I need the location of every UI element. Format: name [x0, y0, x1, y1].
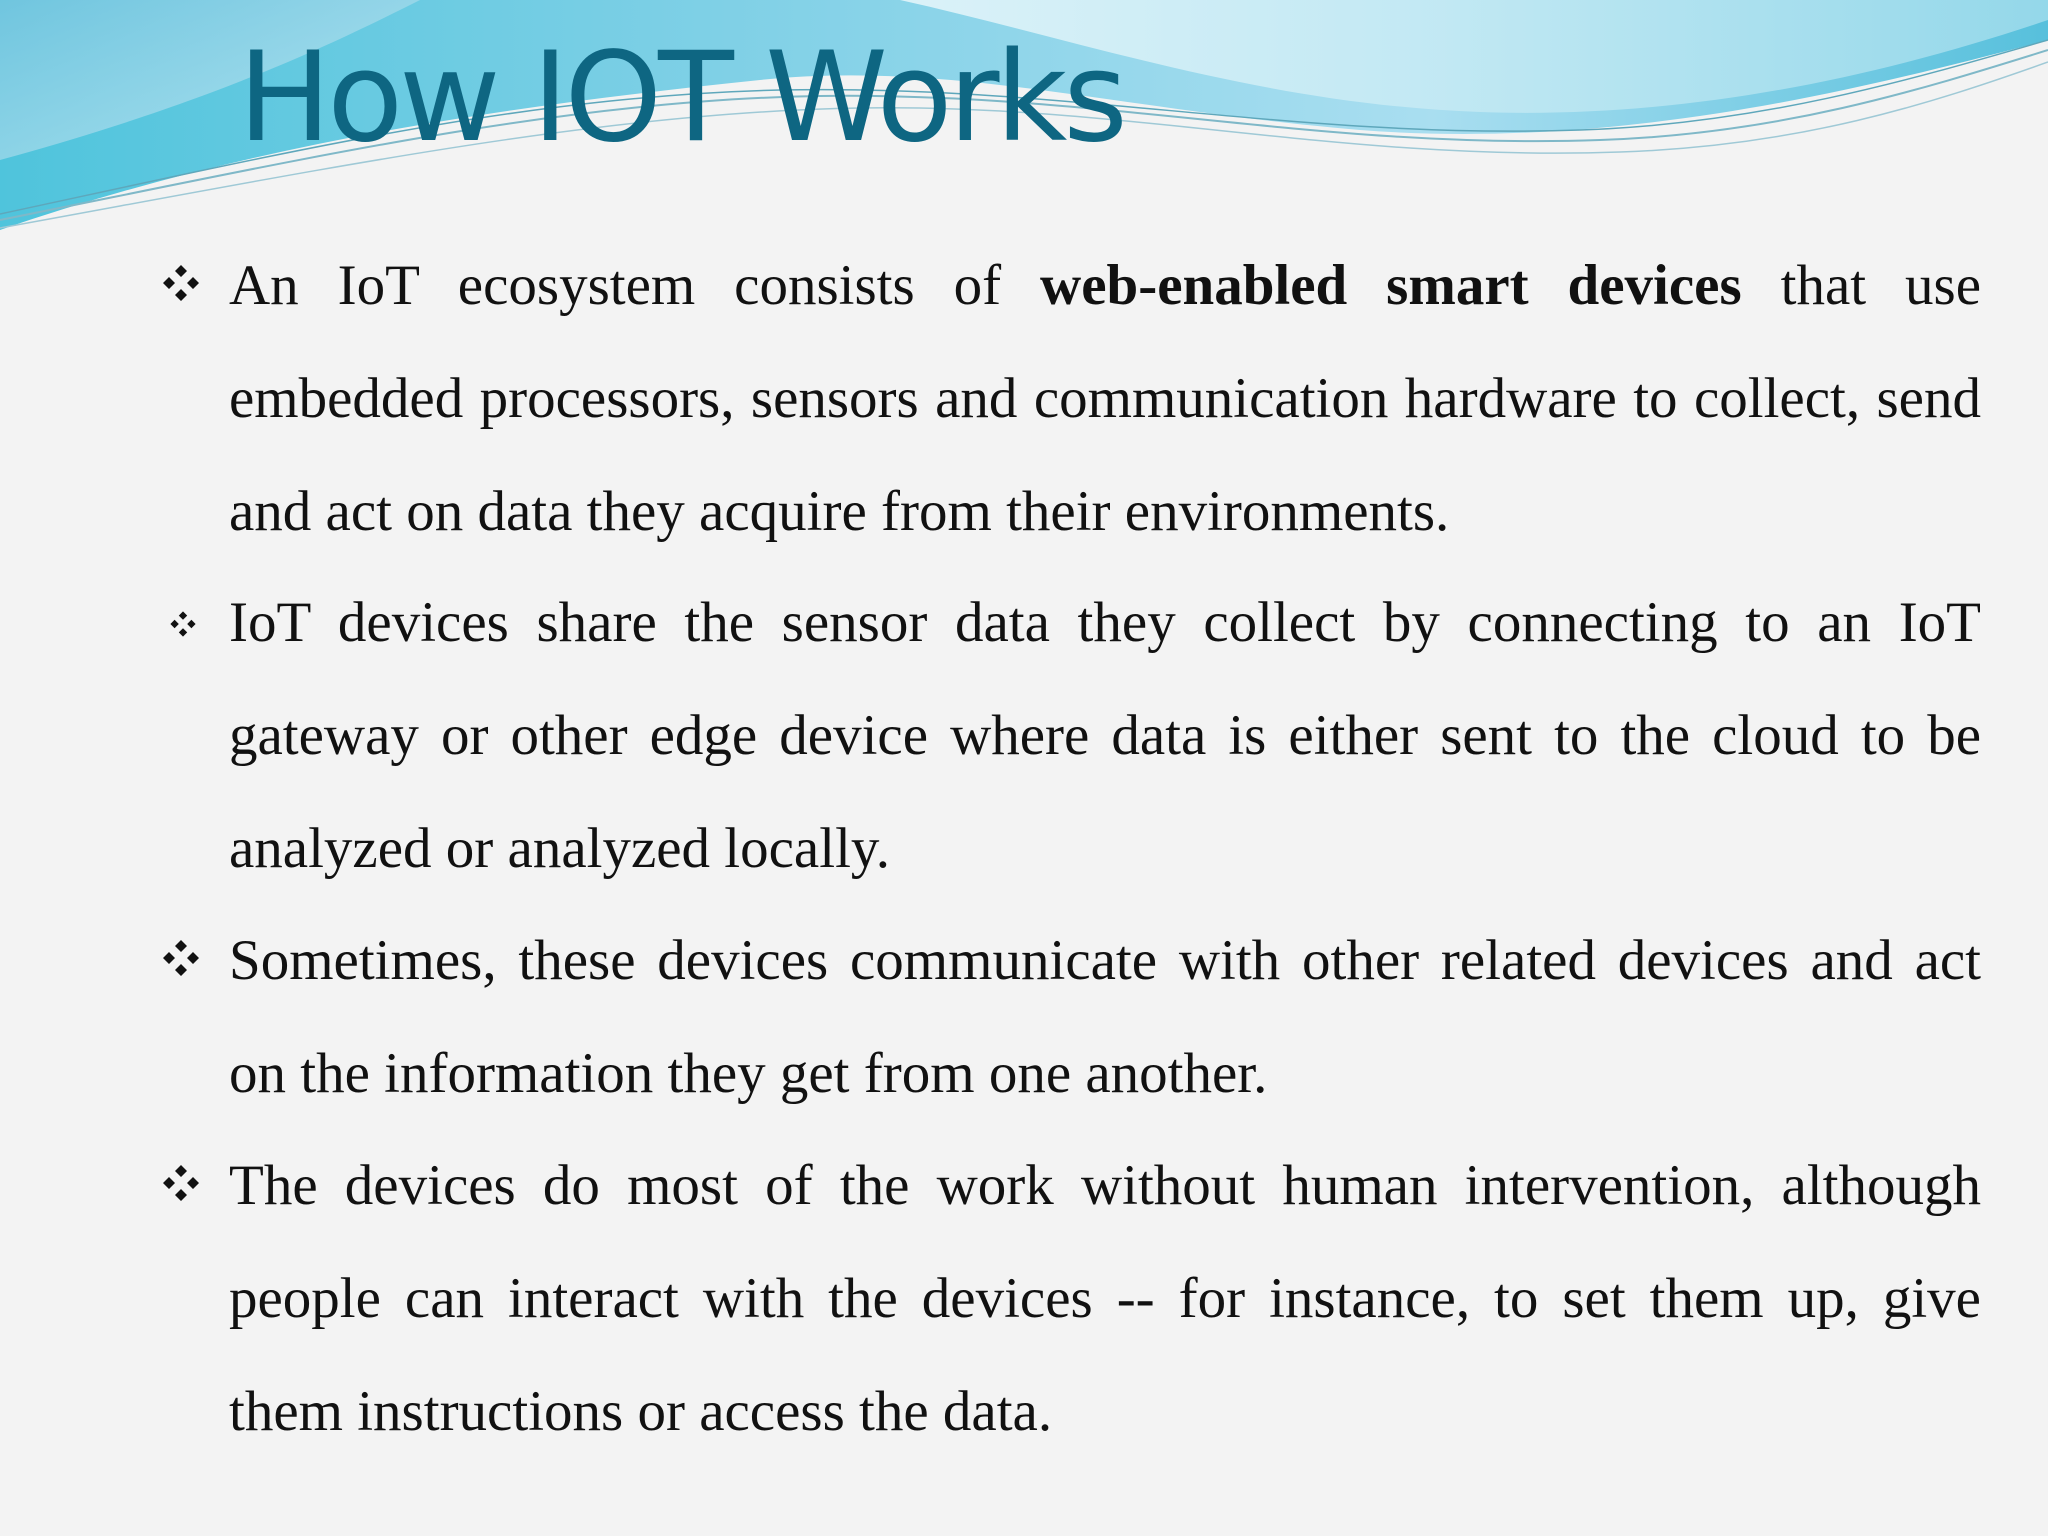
bullet-item	[229, 1129, 1981, 1468]
bullet-item	[229, 566, 1981, 905]
bullet-text: IoT devices share the sensor data they collect by connecting to an IoT gateway or other edge device where data is either sent to the cloud to be analyzed or analyzed locally.	[229, 591, 1981, 880]
bullet-item	[229, 229, 1981, 568]
diamond-cluster-icon	[157, 1129, 217, 1242]
bullet-text: The devices do most of the work without human intervention, although people can interact with the devices -- for instance, to set them up, give them instructions or access the data.	[229, 1154, 1981, 1443]
diamond-cluster-icon	[157, 229, 217, 342]
bullet-text: Sometimes, these devices communicate with other related devices and act on the information they get from one another.	[229, 929, 1981, 1105]
bullet-item	[229, 904, 1981, 1130]
bullet-text-bold: web-enabled smart devices	[1040, 254, 1742, 317]
bullet-text-pre: An IoT ecosystem consists of	[229, 254, 1041, 317]
diamond-cluster-icon	[157, 904, 217, 1017]
diamond-cluster-icon	[157, 566, 217, 679]
bullet-text	[229, 254, 1981, 543]
bullet-text-post: that use embedded processors, sensors and communication hardware to collect, send and act on data they acquire from their environments.	[229, 254, 1981, 543]
slide-title: How IOT Works	[238, 26, 1124, 170]
